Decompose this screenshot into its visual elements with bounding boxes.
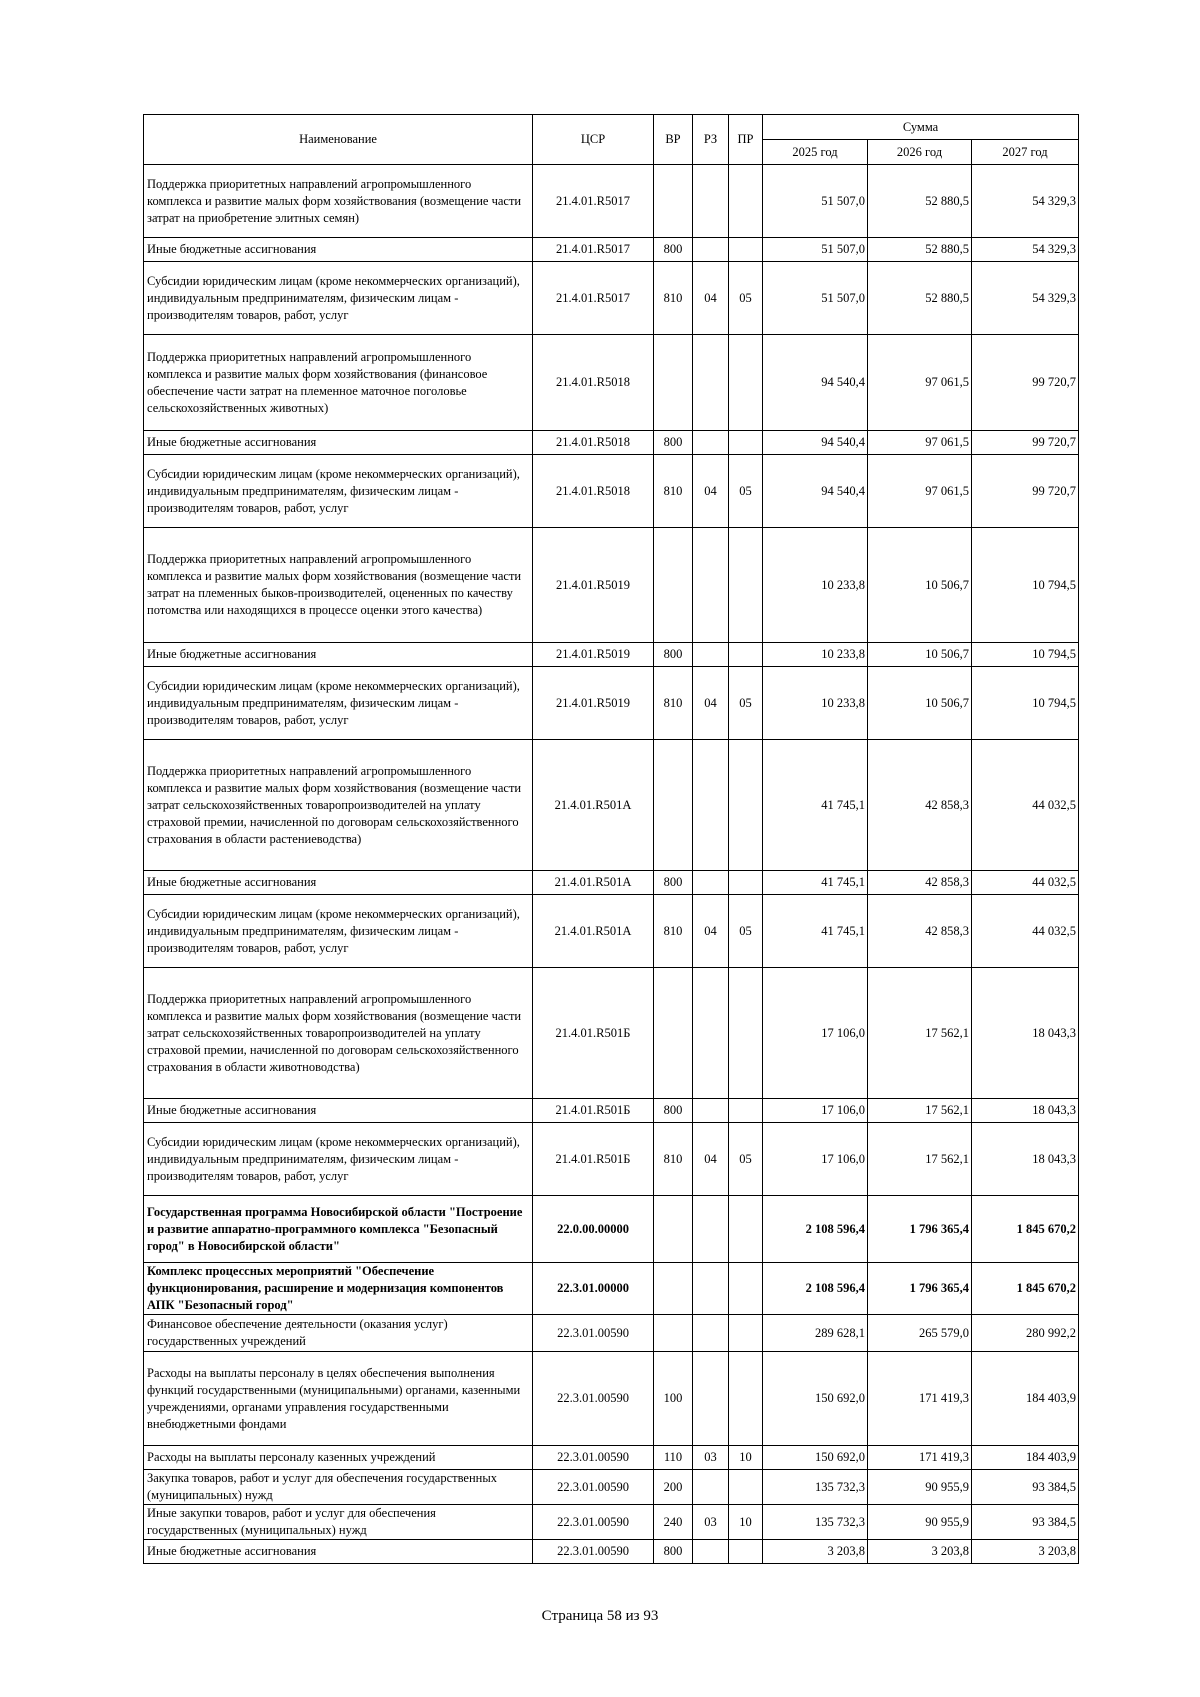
header-year-2026: 2026 год — [868, 140, 972, 165]
row-pr — [729, 968, 763, 1099]
row-csr: 21.4.01.R5017 — [533, 238, 654, 262]
row-sum-2026: 17 562,1 — [868, 1123, 972, 1196]
row-sum-2027: 99 720,7 — [972, 455, 1079, 528]
row-csr: 21.4.01.R5019 — [533, 667, 654, 740]
row-rz — [693, 740, 729, 871]
row-sum-2027: 10 794,5 — [972, 667, 1079, 740]
row-name: Субсидии юридическим лицам (кроме некоммерческих организаций), индивидуальным предпринимателям, физическим лицам - производителям товаров, работ, услуг — [144, 455, 533, 528]
table-body — [144, 165, 1079, 1564]
row-csr: 22.3.01.00590 — [533, 1352, 654, 1446]
table-row — [144, 1470, 1079, 1505]
row-csr: 22.0.00.00000 — [533, 1196, 654, 1263]
table-row — [144, 643, 1079, 667]
table-row — [144, 1099, 1079, 1123]
header-csr: ЦСР — [533, 115, 654, 165]
row-name: Иные бюджетные ассигнования — [144, 643, 533, 667]
table-row — [144, 528, 1079, 643]
row-pr — [729, 431, 763, 455]
row-vr: 800 — [654, 643, 693, 667]
table-row — [144, 871, 1079, 895]
table-row — [144, 1446, 1079, 1470]
row-vr: 800 — [654, 1099, 693, 1123]
row-sum-2026: 3 203,8 — [868, 1540, 972, 1564]
row-rz — [693, 1352, 729, 1446]
row-sum-2027: 1 845 670,2 — [972, 1196, 1079, 1263]
row-sum-2027: 54 329,3 — [972, 238, 1079, 262]
row-pr — [729, 1352, 763, 1446]
row-sum-2025: 10 233,8 — [763, 643, 868, 667]
row-vr — [654, 335, 693, 431]
row-sum-2025: 94 540,4 — [763, 335, 868, 431]
table-row — [144, 335, 1079, 431]
row-name: Расходы на выплаты персоналу казенных учреждений — [144, 1446, 533, 1470]
row-pr — [729, 871, 763, 895]
row-sum-2025: 150 692,0 — [763, 1352, 868, 1446]
row-pr — [729, 1315, 763, 1352]
row-sum-2026: 171 419,3 — [868, 1446, 972, 1470]
table-row — [144, 1540, 1079, 1564]
row-rz — [693, 165, 729, 238]
row-pr: 05 — [729, 895, 763, 968]
row-sum-2027: 184 403,9 — [972, 1446, 1079, 1470]
row-name: Субсидии юридическим лицам (кроме некоммерческих организаций), индивидуальным предпринимателям, физическим лицам - производителям товаров, работ, услуг — [144, 1123, 533, 1196]
row-vr — [654, 968, 693, 1099]
row-pr — [729, 528, 763, 643]
row-sum-2026: 90 955,9 — [868, 1505, 972, 1540]
row-sum-2026: 52 880,5 — [868, 165, 972, 238]
row-name: Финансовое обеспечение деятельности (оказания услуг) государственных учреждений — [144, 1315, 533, 1352]
row-sum-2026: 42 858,3 — [868, 740, 972, 871]
row-csr: 21.4.01.R501A — [533, 740, 654, 871]
table-row — [144, 262, 1079, 335]
row-pr: 05 — [729, 262, 763, 335]
row-rz — [693, 431, 729, 455]
row-pr — [729, 1540, 763, 1564]
row-sum-2025: 17 106,0 — [763, 1123, 868, 1196]
row-name: Поддержка приоритетных направлений агропромышленного комплекса и развитие малых форм хозяйствования (финансовое обеспечение части затрат на племенное маточное поголовье сельскохозяйственных животных) — [144, 335, 533, 431]
row-rz — [693, 1196, 729, 1263]
row-name: Субсидии юридическим лицам (кроме некоммерческих организаций), индивидуальным предпринимателям, физическим лицам - производителям товаров, работ, услуг — [144, 895, 533, 968]
row-name: Иные бюджетные ассигнования — [144, 1099, 533, 1123]
row-vr — [654, 165, 693, 238]
table-row — [144, 740, 1079, 871]
row-sum-2026: 90 955,9 — [868, 1470, 972, 1505]
row-rz: 04 — [693, 895, 729, 968]
row-sum-2027: 44 032,5 — [972, 871, 1079, 895]
row-vr — [654, 1263, 693, 1315]
row-sum-2026: 1 796 365,4 — [868, 1196, 972, 1263]
row-sum-2027: 10 794,5 — [972, 528, 1079, 643]
table-row — [144, 238, 1079, 262]
row-sum-2026: 42 858,3 — [868, 871, 972, 895]
row-vr: 800 — [654, 238, 693, 262]
row-rz — [693, 871, 729, 895]
row-rz: 04 — [693, 667, 729, 740]
row-csr: 21.4.01.R5019 — [533, 528, 654, 643]
row-pr: 05 — [729, 455, 763, 528]
row-sum-2027: 99 720,7 — [972, 431, 1079, 455]
row-sum-2025: 289 628,1 — [763, 1315, 868, 1352]
row-csr: 22.3.01.00590 — [533, 1315, 654, 1352]
row-rz — [693, 1470, 729, 1505]
row-name: Поддержка приоритетных направлений агропромышленного комплекса и развитие малых форм хозяйствования (возмещение части затрат на приобретение элитных семян) — [144, 165, 533, 238]
row-sum-2027: 93 384,5 — [972, 1505, 1079, 1540]
row-name: Иные бюджетные ассигнования — [144, 871, 533, 895]
table-row — [144, 667, 1079, 740]
row-csr: 22.3.01.00590 — [533, 1446, 654, 1470]
row-rz — [693, 968, 729, 1099]
row-rz — [693, 528, 729, 643]
row-pr — [729, 1099, 763, 1123]
row-vr: 800 — [654, 871, 693, 895]
table-row — [144, 1196, 1079, 1263]
row-sum-2025: 51 507,0 — [763, 262, 868, 335]
row-vr — [654, 740, 693, 871]
row-name: Комплекс процессных мероприятий "Обеспечение функционирования, расширение и модернизация компонентов АПК "Безопасный город" — [144, 1263, 533, 1315]
row-sum-2025: 135 732,3 — [763, 1470, 868, 1505]
row-rz — [693, 1263, 729, 1315]
row-csr: 21.4.01.R5018 — [533, 455, 654, 528]
row-sum-2027: 54 329,3 — [972, 165, 1079, 238]
row-sum-2026: 17 562,1 — [868, 1099, 972, 1123]
row-sum-2026: 265 579,0 — [868, 1315, 972, 1352]
row-sum-2027: 18 043,3 — [972, 968, 1079, 1099]
row-sum-2026: 97 061,5 — [868, 455, 972, 528]
row-pr — [729, 740, 763, 871]
row-csr: 21.4.01.R5017 — [533, 262, 654, 335]
row-sum-2025: 41 745,1 — [763, 895, 868, 968]
row-csr: 21.4.01.R5018 — [533, 431, 654, 455]
row-pr: 10 — [729, 1505, 763, 1540]
row-sum-2026: 171 419,3 — [868, 1352, 972, 1446]
table-row — [144, 1505, 1079, 1540]
row-csr: 21.4.01.R5019 — [533, 643, 654, 667]
table-row — [144, 895, 1079, 968]
row-pr: 05 — [729, 1123, 763, 1196]
row-sum-2027: 10 794,5 — [972, 643, 1079, 667]
table-header — [144, 115, 1079, 165]
row-vr: 800 — [654, 1540, 693, 1564]
row-name: Поддержка приоритетных направлений агропромышленного комплекса и развитие малых форм хозяйствования (возмещение части затрат сельскохозяйственных товаропроизводителей на уплату страховой премии, начисленной по договорам сельскохозяйственного страхования в области животноводства) — [144, 968, 533, 1099]
row-sum-2025: 135 732,3 — [763, 1505, 868, 1540]
row-vr: 810 — [654, 455, 693, 528]
row-vr — [654, 528, 693, 643]
row-rz — [693, 643, 729, 667]
table-row — [144, 455, 1079, 528]
row-csr: 22.3.01.00590 — [533, 1470, 654, 1505]
row-csr: 22.3.01.00590 — [533, 1540, 654, 1564]
row-pr: 10 — [729, 1446, 763, 1470]
row-sum-2027: 184 403,9 — [972, 1352, 1079, 1446]
row-sum-2027: 18 043,3 — [972, 1123, 1079, 1196]
row-name: Закупка товаров, работ и услуг для обеспечения государственных (муниципальных) нужд — [144, 1470, 533, 1505]
row-csr: 21.4.01.R501Б — [533, 1099, 654, 1123]
row-rz — [693, 238, 729, 262]
row-rz: 04 — [693, 455, 729, 528]
row-rz: 03 — [693, 1446, 729, 1470]
table-row — [144, 1263, 1079, 1315]
header-rz: РЗ — [693, 115, 729, 165]
row-pr — [729, 1263, 763, 1315]
row-sum-2026: 10 506,7 — [868, 528, 972, 643]
row-sum-2027: 3 203,8 — [972, 1540, 1079, 1564]
row-name: Поддержка приоритетных направлений агропромышленного комплекса и развитие малых форм хозяйствования (возмещение части затрат сельскохозяйственных товаропроизводителей на уплату страховой премии, начисленной по договорам сельскохозяйственного страхования в области растениеводства) — [144, 740, 533, 871]
row-csr: 21.4.01.R501Б — [533, 968, 654, 1099]
row-sum-2027: 44 032,5 — [972, 740, 1079, 871]
row-vr: 810 — [654, 1123, 693, 1196]
row-pr — [729, 1196, 763, 1263]
row-rz: 04 — [693, 1123, 729, 1196]
row-sum-2025: 10 233,8 — [763, 667, 868, 740]
row-csr: 21.4.01.R5017 — [533, 165, 654, 238]
row-sum-2025: 17 106,0 — [763, 968, 868, 1099]
table-row — [144, 968, 1079, 1099]
row-rz: 04 — [693, 262, 729, 335]
row-vr: 100 — [654, 1352, 693, 1446]
row-vr: 200 — [654, 1470, 693, 1505]
row-sum-2025: 51 507,0 — [763, 165, 868, 238]
row-pr — [729, 335, 763, 431]
table-row — [144, 1352, 1079, 1446]
table-row — [144, 1315, 1079, 1352]
row-sum-2026: 97 061,5 — [868, 335, 972, 431]
row-name: Иные бюджетные ассигнования — [144, 1540, 533, 1564]
row-sum-2026: 1 796 365,4 — [868, 1263, 972, 1315]
row-sum-2025: 2 108 596,4 — [763, 1196, 868, 1263]
row-vr — [654, 1196, 693, 1263]
row-pr — [729, 165, 763, 238]
row-sum-2025: 10 233,8 — [763, 528, 868, 643]
row-sum-2026: 17 562,1 — [868, 968, 972, 1099]
table-row — [144, 165, 1079, 238]
row-name: Иные закупки товаров, работ и услуг для обеспечения государственных (муниципальных) нужд — [144, 1505, 533, 1540]
row-sum-2025: 94 540,4 — [763, 455, 868, 528]
row-name: Иные бюджетные ассигнования — [144, 431, 533, 455]
row-name: Государственная программа Новосибирской области "Построение и развитие аппаратно-программного комплекса "Безопасный город" в Новосибирской области" — [144, 1196, 533, 1263]
row-pr — [729, 643, 763, 667]
row-sum-2025: 2 108 596,4 — [763, 1263, 868, 1315]
row-rz — [693, 1540, 729, 1564]
row-name: Поддержка приоритетных направлений агропромышленного комплекса и развитие малых форм хозяйствования (возмещение части затрат на племенных быков-производителей, оцененных по качеству потомства или находящихся в процессе оценки этого качества) — [144, 528, 533, 643]
row-name: Расходы на выплаты персоналу в целях обеспечения выполнения функций государственными (муниципальными) органами, казенными учреждениями, органами управления государственными внебюджетными фондами — [144, 1352, 533, 1446]
header-vr: ВР — [654, 115, 693, 165]
row-csr: 21.4.01.R501A — [533, 871, 654, 895]
row-name: Субсидии юридическим лицам (кроме некоммерческих организаций), индивидуальным предпринимателям, физическим лицам - производителям товаров, работ, услуг — [144, 262, 533, 335]
row-sum-2025: 17 106,0 — [763, 1099, 868, 1123]
row-rz — [693, 1315, 729, 1352]
row-csr: 21.4.01.R501Б — [533, 1123, 654, 1196]
row-sum-2026: 52 880,5 — [868, 262, 972, 335]
row-sum-2027: 44 032,5 — [972, 895, 1079, 968]
header-year-2025: 2025 год — [763, 140, 868, 165]
row-name: Субсидии юридическим лицам (кроме некоммерческих организаций), индивидуальным предпринимателям, физическим лицам - производителям товаров, работ, услуг — [144, 667, 533, 740]
row-rz — [693, 1099, 729, 1123]
row-sum-2027: 93 384,5 — [972, 1470, 1079, 1505]
header-pr: ПР — [729, 115, 763, 165]
row-sum-2025: 3 203,8 — [763, 1540, 868, 1564]
row-vr — [654, 1315, 693, 1352]
row-sum-2027: 99 720,7 — [972, 335, 1079, 431]
row-sum-2026: 10 506,7 — [868, 643, 972, 667]
row-pr — [729, 1470, 763, 1505]
budget-table — [143, 114, 1079, 1564]
row-sum-2026: 97 061,5 — [868, 431, 972, 455]
row-rz: 03 — [693, 1505, 729, 1540]
row-csr: 21.4.01.R501A — [533, 895, 654, 968]
row-sum-2025: 94 540,4 — [763, 431, 868, 455]
row-sum-2027: 54 329,3 — [972, 262, 1079, 335]
row-sum-2025: 41 745,1 — [763, 871, 868, 895]
row-sum-2025: 150 692,0 — [763, 1446, 868, 1470]
row-vr: 110 — [654, 1446, 693, 1470]
row-vr: 240 — [654, 1505, 693, 1540]
row-sum-2025: 41 745,1 — [763, 740, 868, 871]
row-sum-2027: 1 845 670,2 — [972, 1263, 1079, 1315]
page-number: Страница 58 из 93 — [541, 1608, 659, 1624]
row-csr: 21.4.01.R5018 — [533, 335, 654, 431]
row-sum-2027: 280 992,2 — [972, 1315, 1079, 1352]
row-sum-2026: 10 506,7 — [868, 667, 972, 740]
row-pr — [729, 238, 763, 262]
row-sum-2025: 51 507,0 — [763, 238, 868, 262]
header-name: Наименование — [144, 115, 533, 165]
row-vr: 810 — [654, 667, 693, 740]
row-vr: 810 — [654, 895, 693, 968]
row-pr: 05 — [729, 667, 763, 740]
header-year-2027: 2027 год — [972, 140, 1079, 165]
row-csr: 22.3.01.00590 — [533, 1505, 654, 1540]
row-csr: 22.3.01.00000 — [533, 1263, 654, 1315]
row-rz — [693, 335, 729, 431]
row-name: Иные бюджетные ассигнования — [144, 238, 533, 262]
row-sum-2026: 52 880,5 — [868, 238, 972, 262]
row-vr: 810 — [654, 262, 693, 335]
table-row — [144, 431, 1079, 455]
header-sum: Сумма — [763, 115, 1079, 140]
row-sum-2027: 18 043,3 — [972, 1099, 1079, 1123]
row-vr: 800 — [654, 431, 693, 455]
table-row — [144, 1123, 1079, 1196]
row-sum-2026: 42 858,3 — [868, 895, 972, 968]
